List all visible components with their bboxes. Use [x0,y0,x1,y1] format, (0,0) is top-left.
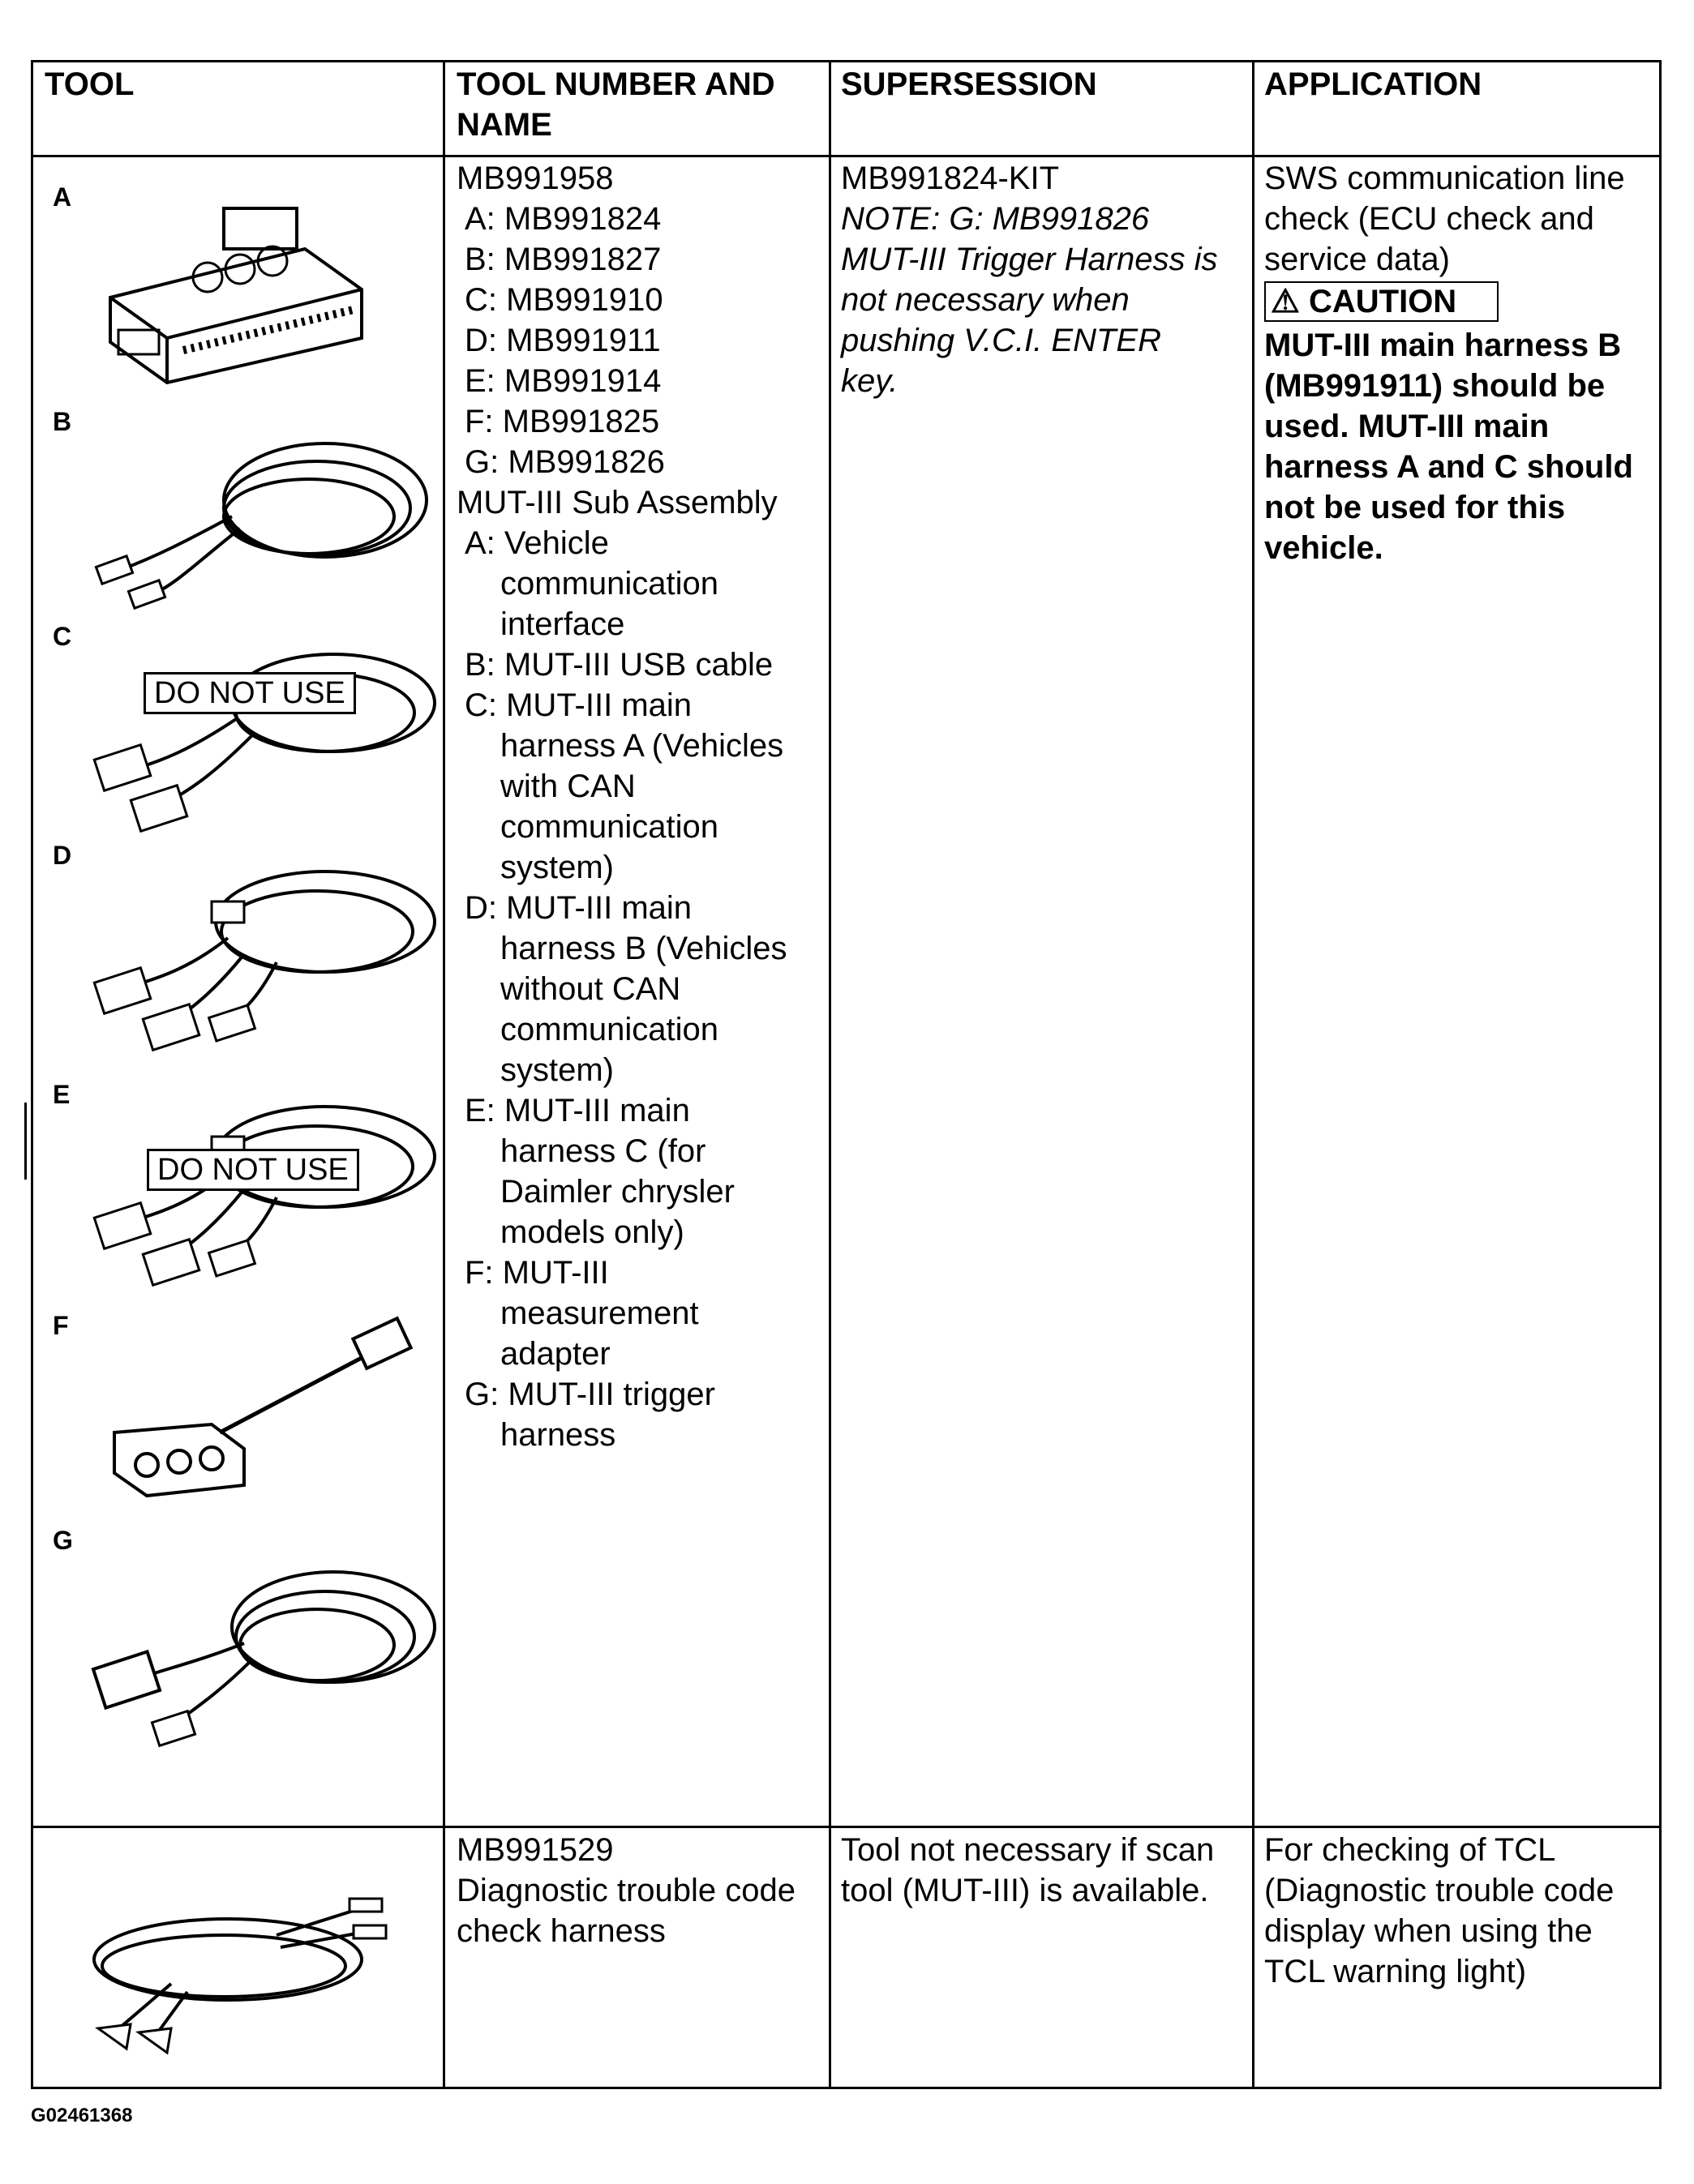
row2-application-line: For checking of TCL [1264,1832,1556,1868]
row2-tool-number-name [457,1830,826,1951]
row-rule [33,155,1659,157]
row2-number-line: Diagnostic trouble code [457,1873,796,1908]
main-harness-c-image [90,1092,447,1295]
sub-assembly-item-continued: communication [500,566,719,602]
row2-application-line: TCL warning light) [1264,1954,1527,1989]
row2-application-line: display when using the [1264,1913,1593,1949]
special-tools-table [31,60,1662,2089]
tool-letter: G [53,1526,73,1555]
column-rule [1252,62,1254,2087]
row2-supersession-line: tool (MUT-III) is available. [841,1873,1209,1908]
sub-assembly-title: MUT-III Sub Assembly [457,485,778,520]
caution-label: CAUTION [1308,284,1457,319]
sub-assembly-item: F: MUT-III [465,1255,609,1291]
caution-line: harness A and C should [1264,449,1633,485]
main-harness-a-image [90,638,447,833]
application-line: service data) [1264,242,1450,277]
sub-assembly-item-continued: models only) [500,1214,684,1250]
row-rule [33,1826,1659,1828]
row2-number-lines [457,1830,826,1951]
tool-letter: E [53,1080,71,1109]
note-line: NOTE: G: MB991826 [841,201,1150,237]
caution-box [1264,281,1499,322]
sub-assembly-item: D: MUT-III main [465,890,693,926]
tool-letter: D [53,841,72,870]
tool-number: MB991958 [457,161,614,196]
usb-cable-image [90,427,431,614]
application-line: SWS communication line [1264,161,1625,196]
row2-supersession-line: Tool not necessary if scan [841,1832,1215,1868]
sub-assembly-item: C: MUT-III main [465,687,693,723]
supersession-note [841,199,1250,401]
trigger-harness-image [90,1546,447,1773]
sub-assembly-list [457,523,826,1455]
caution-line: (MB991911) should be [1264,368,1606,404]
sub-assembly-item: B: MUT-III USB cable [465,647,774,683]
sub-assembly-item-continued: with CAN [500,769,636,804]
caution-line: not be used for this [1264,490,1566,525]
sub-assembly-item: G: MUT-III trigger [465,1377,715,1412]
row2-number-line: check harness [457,1913,666,1949]
sub-assembly-item-continued: system) [500,1052,614,1088]
row2-number-line: MB991529 [457,1832,614,1868]
kit-item: C: MB991910 [465,282,663,318]
sub-assembly-item: E: MUT-III main [465,1093,690,1128]
row2-supersession [841,1830,1250,1911]
supersession-kit: MB991824-KIT [841,161,1060,196]
caution-line: vehicle. [1264,530,1383,566]
check-harness-image [82,1870,390,2065]
sub-assembly-item-continued: measurement [500,1295,699,1331]
caution-text [1264,325,1662,568]
column-rule [443,62,445,2087]
margin-change-bar [24,1103,27,1180]
warning-triangle-icon: ⚠ [1271,284,1300,319]
figure-id: G02461368 [31,2105,133,2126]
tool-number-name-cell [457,158,826,1455]
header-application: APPLICATION [1264,66,1482,102]
tool-letter: B [53,407,72,436]
header-tool: TOOL [45,66,135,102]
kit-item: A: MB991824 [465,201,662,237]
note-line: pushing V.C.I. ENTER [841,323,1161,358]
row2-supersession-lines [841,1830,1250,1911]
kit-item: G: MB991826 [465,444,665,480]
sub-assembly-item-continued: adapter [500,1336,611,1372]
sub-assembly-item-continued: Daimler chrysler [500,1174,735,1210]
sub-assembly-item-continued: without CAN [500,971,681,1007]
column-rule [829,62,831,2087]
caution-line: MUT-III main harness B [1264,328,1622,363]
kit-item: E: MB991914 [465,363,662,399]
row2-application [1264,1830,1662,1992]
row2-application-lines [1264,1830,1662,1992]
application-text [1264,158,1662,280]
sub-assembly-item: A: Vehicle [465,525,609,561]
sub-assembly-item-continued: interface [500,606,625,642]
do-not-use-label: DO NOT USE [144,672,356,714]
do-not-use-label: DO NOT USE [147,1149,359,1191]
row2-application-line: (Diagnostic trouble code [1264,1873,1615,1908]
application-cell [1264,158,1662,568]
sub-assembly-item-continued: harness [500,1417,616,1453]
caution-line: used. MUT-III main [1264,409,1550,444]
header-supersession: SUPERSESSION [841,66,1097,102]
supersession-cell [841,158,1250,401]
main-harness-b-image [90,857,447,1060]
kit-item: B: MB991827 [465,242,662,277]
kit-item: D: MB991911 [465,323,661,358]
tool-letter: A [53,182,72,212]
kit-item-list [457,199,826,482]
note-line: key. [841,363,898,399]
tool-letter: C [53,622,72,651]
header-tool-number-name: TOOL NUMBER AND NAME [457,66,775,143]
sub-assembly-item-continued: communication [500,809,719,845]
sub-assembly-item-continued: harness B (Vehicles [500,931,787,966]
measurement-adapter-image [98,1311,439,1514]
sub-assembly-item-continued: system) [500,850,614,885]
sub-assembly-item-continued: harness C (for [500,1133,706,1169]
tool-letter: F [53,1311,69,1340]
sub-assembly-item-continued: harness A (Vehicles [500,728,784,764]
note-line: MUT-III Trigger Harness is [841,242,1218,277]
note-line: not necessary when [841,282,1130,318]
sub-assembly-item-continued: communication [500,1012,719,1047]
kit-item: F: MB991825 [465,404,660,439]
vehicle-communication-interface-image [94,200,378,387]
application-line: check (ECU check and [1264,201,1594,237]
